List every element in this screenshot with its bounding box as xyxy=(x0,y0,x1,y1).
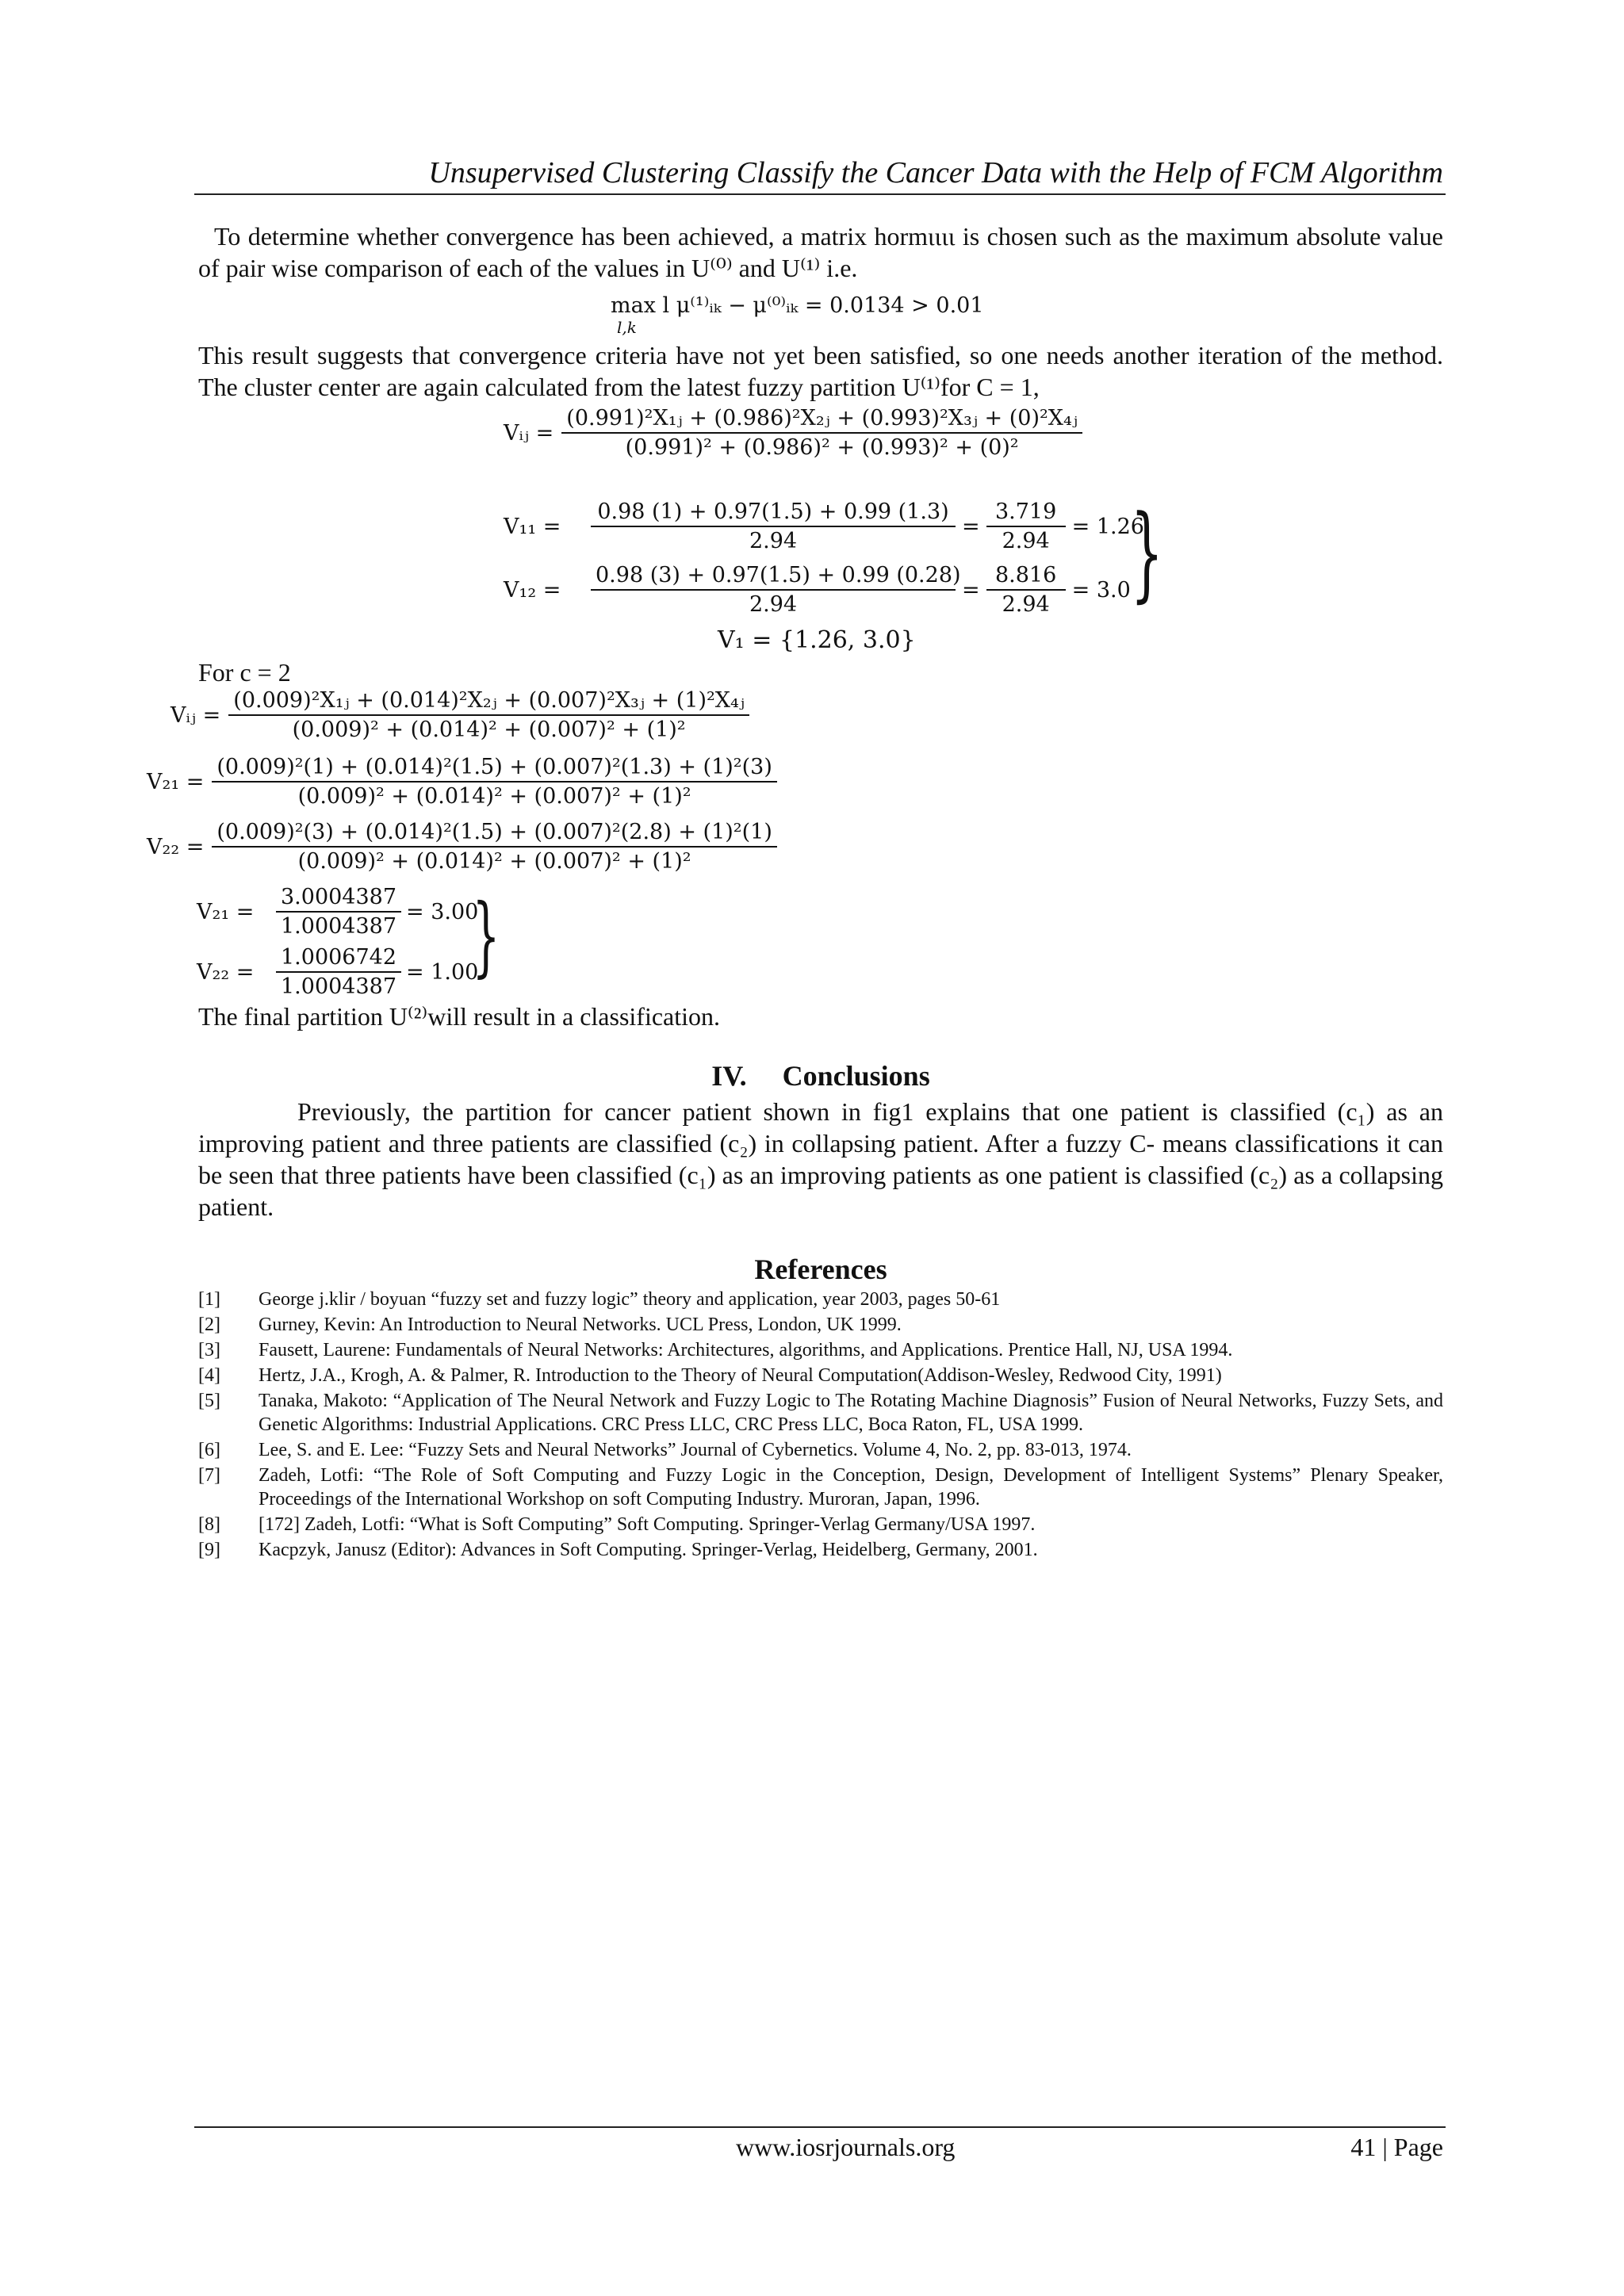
numerator: 1.0006742 xyxy=(276,945,401,973)
fraction xyxy=(228,688,749,742)
numerator: 8.816 xyxy=(986,563,1066,591)
section-heading-conclusions: IV. Conclusions xyxy=(711,1060,930,1092)
denominator: 1.0004387 xyxy=(281,974,397,999)
numerator: (0.009)²X₁ⱼ + (0.014)²X₂ⱼ + (0.007)²X₃ⱼ + (1)²X₄ⱼ xyxy=(228,688,749,716)
equation-v12 xyxy=(504,563,1131,617)
equation-vij-c2 xyxy=(170,688,749,742)
right-brace-icon: } xyxy=(1130,492,1164,613)
paragraph-iteration: This result suggests that convergence criteria have not yet been satisfied, so one needs another iteration of the method. The cluster center are again calculated from the latest fuzzy partition U⁽¹⁾for C = 1, xyxy=(198,341,1443,401)
result: = 3.0 xyxy=(1071,577,1131,603)
numerator: 3.719 xyxy=(986,499,1066,527)
section-heading-references: References xyxy=(754,1253,887,1285)
reference-item: [4] Hertz, J.A., Krogh, A. & Palmer, R. Introduction to the Theory of Neural Computation(Addison-Wesley, Redwood City, 1991) xyxy=(198,1365,1222,1386)
numerator: 0.98 (3) + 0.97(1.5) + 0.99 (0.28) xyxy=(591,563,956,591)
numerator: (0.009)²(3) + (0.014)²(1.5) + (0.007)²(2.8) + (1)²(1) xyxy=(212,820,777,848)
equation-lhs: Vᵢⱼ = xyxy=(170,702,221,728)
reference-item: [8] [172] Zadeh, Lotfi: “What is Soft Computing” Soft Computing. Springer-Verlag Germany/USA 1997. xyxy=(198,1514,1036,1535)
equals-sign: = xyxy=(962,577,980,603)
equation-lhs: V₂₂ = xyxy=(197,959,255,985)
equation-lhs: V₂₁ = xyxy=(147,769,205,794)
fraction xyxy=(212,755,777,809)
equation-v22-result xyxy=(197,945,478,999)
denominator: 2.94 xyxy=(1002,529,1050,553)
equals-sign: = xyxy=(962,514,980,539)
equation-v21 xyxy=(147,755,777,809)
equation-lhs: V₁₁ = xyxy=(504,514,561,539)
equation-v11 xyxy=(504,499,1144,553)
equation-lhs: Vᵢⱼ = xyxy=(504,420,554,446)
reference-item: [5] Tanaka, Makoto: “Application of The Neural Network and Fuzzy Logic to The Rotating Machine Diagnosis” Fusion of Neural Networks, Fuzzy Sets, and Genetic Algorithms: Industrial Applications. CRC Press LLC, CRC Press LLC, Boca Raton, FL, USA 1999. xyxy=(198,1391,1443,1435)
reference-item: [2] Gurney, Kevin: An Introduction to Neural Networks. UCL Press, London, UK 1999. xyxy=(198,1314,902,1335)
paragraph-conclusions: Previously, the partition for cancer patient shown in fig1 explains that one patient is classified (c₁) as an improving patient and three patients are classified (c₂) in collapsing patient. After a fuzzy C- means classifications it can be seen that three patients have been classified (c₁) as an improving patients as one patient is classified (c₂) as a collapsing patient. xyxy=(198,1097,1443,1221)
reference-item: [6] Lee, S. and E. Lee: “Fuzzy Sets and Neural Networks” Journal of Cybernetics. Volume 4, No. 2, pp. 83-013, 1974. xyxy=(198,1440,1132,1460)
numerator: 0.98 (1) + 0.97(1.5) + 0.99 (1.3) xyxy=(591,499,956,527)
equation-lhs: V₂₂ = xyxy=(147,834,205,859)
for-c2: For c = 2 xyxy=(198,658,291,687)
fraction xyxy=(591,499,956,553)
fraction xyxy=(986,563,1066,617)
max-subscript: l,k xyxy=(617,318,637,337)
fraction xyxy=(276,945,401,999)
final-partition: The final partition U⁽²⁾will result in a classification. xyxy=(198,1002,721,1031)
result: = 1.26 xyxy=(1071,514,1144,539)
equation-lhs: V₁₂ = xyxy=(504,577,561,603)
numerator: (0.991)²X₁ⱼ + (0.986)²X₂ⱼ + (0.993)²X₃ⱼ + (0)²X₄ⱼ xyxy=(561,406,1082,434)
right-brace-icon: } xyxy=(472,885,500,986)
footer-rule xyxy=(194,2126,1446,2128)
fraction xyxy=(212,820,777,874)
reference-item: [3] Fausett, Laurene: Fundamentals of Neural Networks: Architectures, algorithms, and Applications. Prentice Hall, NJ, USA 1994. xyxy=(198,1340,1233,1360)
reference-item: [1] George j.klir / boyuan “fuzzy set and fuzzy logic” theory and application, year 2003, pages 50-61 xyxy=(198,1289,1001,1310)
result: = 1.00 xyxy=(406,959,479,985)
fraction xyxy=(561,406,1082,460)
denominator: (0.991)² + (0.986)² + (0.993)² + (0)² xyxy=(625,435,1019,460)
denominator: 1.0004387 xyxy=(281,914,397,939)
numerator: (0.009)²(1) + (0.014)²(1.5) + (0.007)²(1.3) + (1)²(3) xyxy=(212,755,777,783)
result: = 3.00 xyxy=(406,899,479,924)
denominator: (0.009)² + (0.014)² + (0.007)² + (1)² xyxy=(297,784,691,809)
denominator: (0.009)² + (0.014)² + (0.007)² + (1)² xyxy=(292,718,686,742)
equation-group-v2 xyxy=(197,885,530,1004)
denominator: (0.009)² + (0.014)² + (0.007)² + (1)² xyxy=(297,849,691,874)
fraction xyxy=(276,885,401,939)
running-header: Unsupervised Clustering Classify the Cancer Data with the Help of FCM Algorithm xyxy=(428,156,1443,189)
reference-item: [7] Zadeh, Lotfi: “The Role of Soft Computing and Fuzzy Logic in the Conception, Design, Development of Intelligent Systems” Plenary Speaker, Proceedings of the International Workshop on soft Computing Industry. Muroran, Japan, 1996. xyxy=(198,1465,1443,1510)
fraction xyxy=(986,499,1066,553)
max-equation xyxy=(611,293,984,337)
header-rule xyxy=(194,193,1446,195)
denominator: 2.94 xyxy=(749,529,798,553)
paragraph-convergence: To determine whether convergence has been achieved, a matrix hormιιιι is chosen such as the maximum absolute value of pair wise comparison of each of the values in U⁽⁰⁾ and U⁽¹⁾ i.e. xyxy=(198,222,1443,282)
max-equation-text: max l μ⁽¹⁾ᵢₖ − μ⁽⁰⁾ᵢₖ = 0.0134 > 0.01 xyxy=(611,293,984,318)
reference-item: [9] Kacpzyk, Janusz (Editor): Advances in Soft Computing. Springer-Verlag, Heidelberg, Germany, 2001. xyxy=(198,1540,1038,1560)
numerator: 3.0004387 xyxy=(276,885,401,913)
denominator: 2.94 xyxy=(749,592,798,617)
footer-website: www.iosrjournals.org xyxy=(736,2133,956,2161)
fraction xyxy=(591,563,961,617)
equation-v22 xyxy=(147,820,777,874)
equation-lhs: V₂₁ = xyxy=(197,899,255,924)
equation-v21-result xyxy=(197,885,478,939)
footer-page-number: 41 | Page xyxy=(1350,2133,1443,2161)
equation-group-v1 xyxy=(504,492,1164,626)
reference-list xyxy=(198,1288,1443,1563)
denominator: 2.94 xyxy=(1002,592,1050,617)
v1-result: V₁ = {1.26, 3.0} xyxy=(718,626,916,654)
equation-vij-c1 xyxy=(504,406,1082,460)
